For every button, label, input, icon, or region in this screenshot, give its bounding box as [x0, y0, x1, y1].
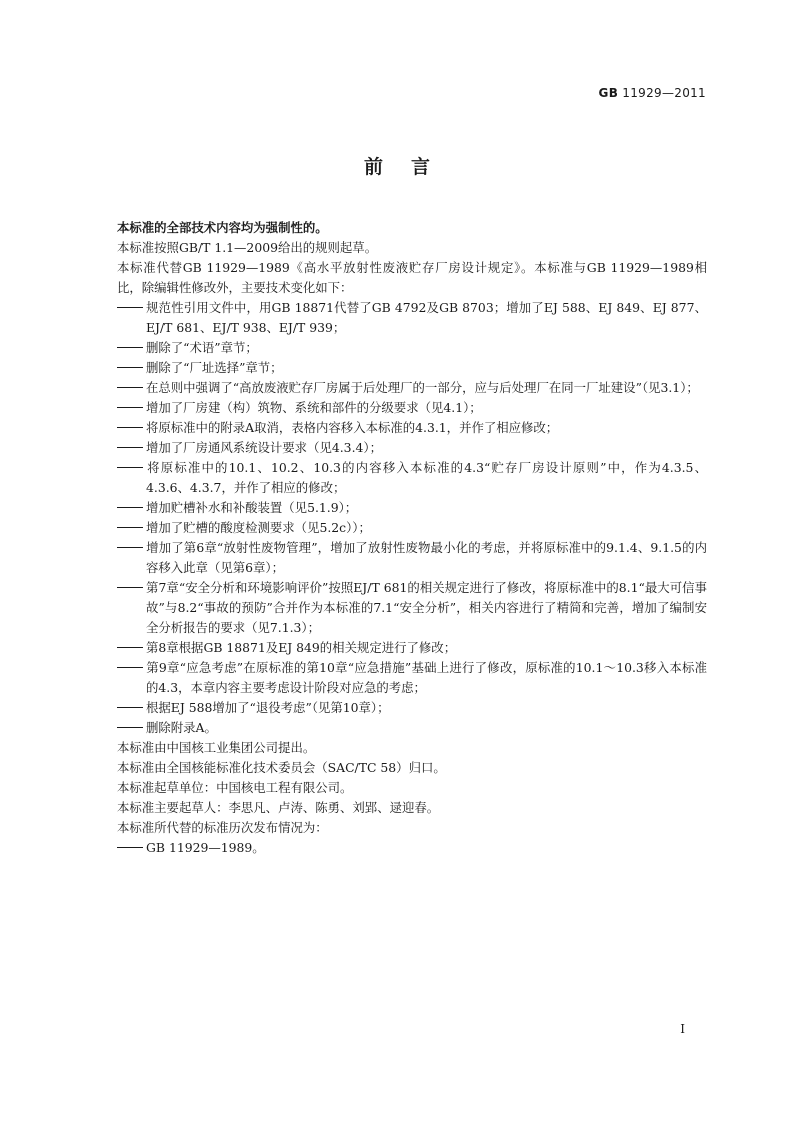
dash-marker	[117, 358, 146, 378]
dash-marker	[117, 518, 146, 538]
page-number: I	[680, 1022, 685, 1036]
list-item: 增加了厂房建（构）筑物、系统和部件的分级要求（见4.1）；	[117, 398, 707, 418]
list-item: 第7章“安全分析和环境影响评价”按照EJ/T 681的相关规定进行了修改，将原标准中的8.1“最大可信事故”与8.2“事故的预防”合并作为本标准的7.1“安全分析”，相关内容进行了精简和完善，增加了编制安全分析报告的要求（见7.1.3）；	[117, 578, 707, 638]
dash-marker	[117, 698, 146, 718]
list-item: 在总则中强调了“高放废液贮存厂房属于后处理厂的一部分，应与后处理厂在同一厂址建设”（见3.1）；	[117, 378, 707, 398]
dash-marker	[117, 658, 146, 678]
drafting-unit: 本标准起草单位：中国核电工程有限公司。	[117, 780, 353, 795]
dash-marker	[117, 718, 146, 738]
dash-marker	[117, 378, 146, 398]
dash-marker	[117, 418, 146, 438]
dash-marker	[117, 398, 146, 418]
mandatory-statement: 本标准的全部技术内容均为强制性的。	[117, 220, 328, 235]
dash-marker	[117, 338, 146, 358]
list-item: 规范性引用文件中，用GB 18871代替了GB 4792及GB 8703；增加了EJ 588、EJ 849、EJ 877、EJ/T 681、EJ/T 938、EJ/T 939；	[117, 298, 707, 338]
dash-marker	[117, 438, 146, 458]
dash-marker	[117, 458, 146, 478]
list-item: 增加了厂房通风系统设计要求（见4.3.4）；	[117, 438, 707, 458]
foreword-body	[117, 218, 707, 858]
dash-marker	[117, 498, 146, 518]
list-item: 删除附录A。	[117, 718, 707, 738]
list-item: 增加了第6章“放射性废物管理”，增加了放射性废物最小化的考虑，并将原标准中的9.1.4、9.1.5的内容移入此章（见第6章）；	[117, 538, 707, 578]
centralizing-committee: 本标准由全国核能标准化技术委员会（SAC/TC 58）归口。	[117, 760, 446, 775]
page-header	[599, 86, 706, 100]
list-item: 根据EJ 588增加了“退役考虑”（见第10章）；	[117, 698, 707, 718]
list-item: 第9章“应急考虑”在原标准的第10章“应急措施”基础上进行了修改，原标准的10.1～10.3移入本标准的4.3，本章内容主要考虑设计阶段对应急的考虑；	[117, 658, 707, 698]
change-list	[117, 298, 707, 738]
drafting-rule: 本标准按照GB/T 1.1—2009给出的规则起草。	[117, 240, 378, 255]
list-item: 删除了“厂址选择”章节；	[117, 358, 707, 378]
dash-marker	[117, 578, 146, 598]
list-item: 删除了“术语”章节；	[117, 338, 707, 358]
list-item: 增加了贮槽的酸度检测要求（见5.2c））；	[117, 518, 707, 538]
dash-marker	[117, 538, 146, 558]
main-drafters: 本标准主要起草人：李思凡、卢涛、陈勇、刘郢、逯迎春。	[117, 800, 440, 815]
list-item: 增加贮槽补水和补酸装置（见5.1.9）；	[117, 498, 707, 518]
dash-marker	[117, 638, 146, 658]
dash-marker	[117, 838, 146, 858]
dash-marker	[117, 298, 146, 318]
list-item: 将原标准中的10.1、10.2、10.3的内容移入本标准的4.3“贮存厂房设计原则”中，作为4.3.5、4.3.6、4.3.7，并作了相应的修改；	[117, 458, 707, 498]
proposing-unit: 本标准由中国核工业集团公司提出。	[117, 740, 316, 755]
replaces-statement: 本标准代替GB 11929—1989《高水平放射性废液贮存厂房设计规定》。本标准与GB 11929—1989相比，除编辑性修改外，主要技术变化如下：	[117, 260, 707, 295]
list-item: 将原标准中的附录A取消，表格内容移入本标准的4.3.1，并作了相应修改；	[117, 418, 707, 438]
history-item: GB 11929—1989。	[117, 838, 707, 858]
page-title: 前言	[363, 156, 458, 178]
list-item: 第8章根据GB 18871及EJ 849的相关规定进行了修改；	[117, 638, 707, 658]
standard-code: GB	[598, 86, 619, 100]
standard-number: 11929—2011	[622, 86, 706, 100]
history-intro: 本标准所代替的标准历次发布情况为：	[117, 820, 328, 835]
